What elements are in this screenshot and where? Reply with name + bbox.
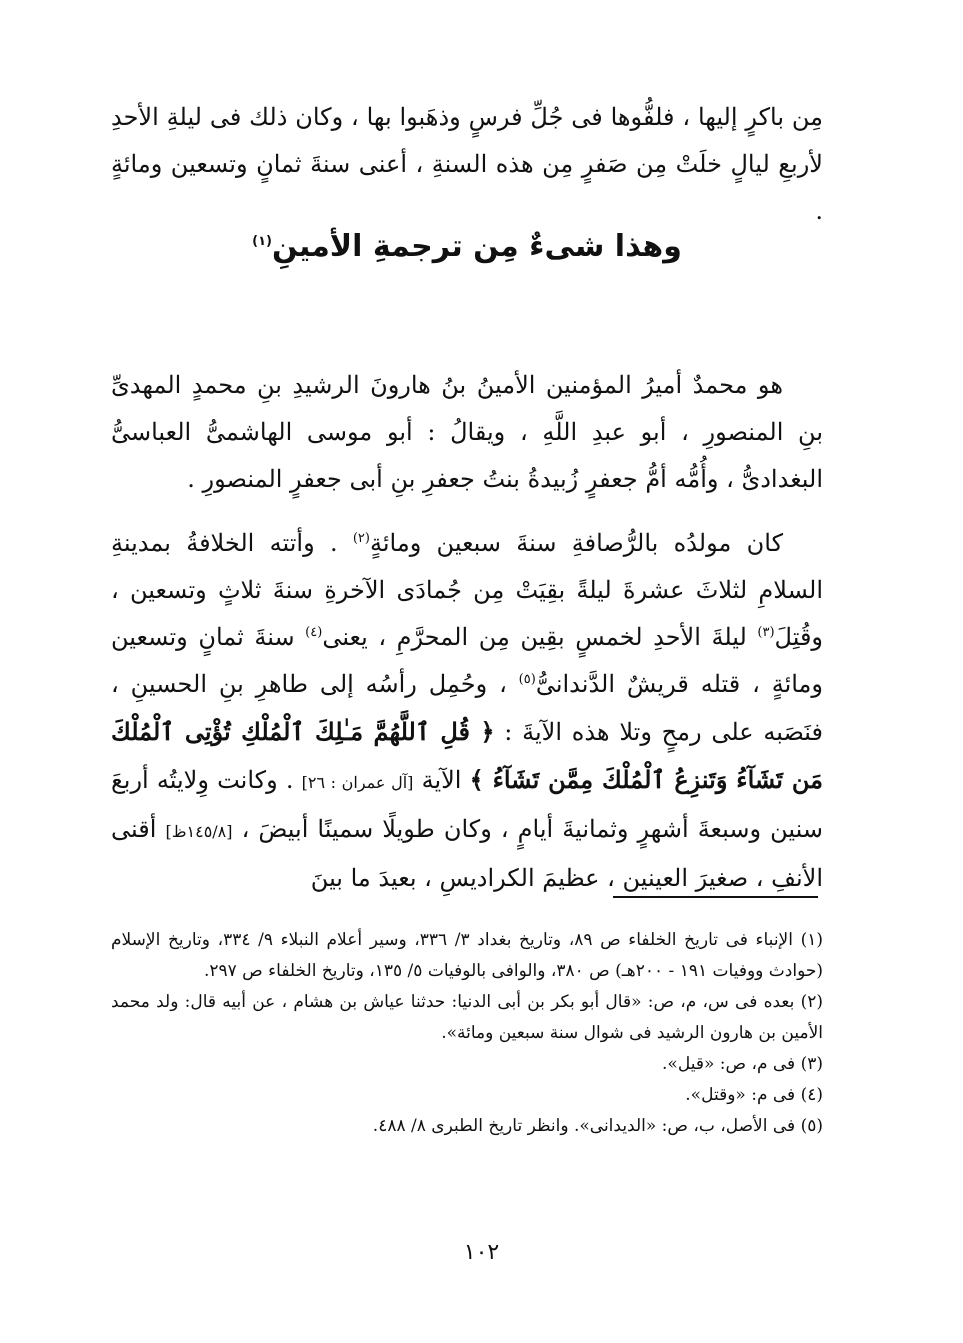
footnote-4: (٤) فى م: «وقتل». (685, 1085, 823, 1105)
footnote-1: (١) الإنباء فى تاريخ الخلفاء ص ٨٩، وتاريخ بغداد ٣/ ٣٣٦، وسير أعلام النبلاء ٩/ ٣٣٤، وتاريخ الإسلام (حوادث ووفيات ١٩١ - ٢٠٠هـ) ص ٣٨٠، والوافى بالوفيات ٥/ ١٣٥، وتاريخ الخلفاء ص ٢٩٧. (111, 930, 823, 981)
bio-sentence-caliphate: . وأتته الخلافةُ بمدينةِ السلامِ لثلاثَ عشرةَ ليلةً بقِيَتْ مِن جُمادَى الآخرةِ سنةَ ثلاثٍ وتسعين ، وقُتِلَ (111, 529, 824, 651)
footnote-3: (٣) فى م، ص: «قيل». (662, 1054, 823, 1074)
bio-sentence-head: ، وحُمِل رأسُه إلى طاهرِ بنِ الحسينِ ، فنَصَبه على رمحٍ وتلا هذه الآيةَ : (111, 670, 823, 746)
section-heading (111, 222, 823, 272)
footnote-5: (٥) فى الأصل، ب، ص: «الديدانى». وانظر تاريخ الطبرى ٨/ ٤٨٨. (372, 1116, 823, 1136)
page-number: ١٠٢ (463, 1240, 500, 1265)
bio-sentence-description: أقنى الأنفِ ، صغيرَ العينين ، عظيمَ الكراديسِ ، بعيدَ ما بينَ (111, 815, 823, 892)
footnote-2: (٢) بعده فى س، م، ص: «قال أبو بكر بن أبى الدنيا: حدثنا عياش بن هشام ، عن أبيه قال: ولد محمد الأمين بن هارون الرشيد فى شوال سنة سبعين ومائة». (111, 992, 823, 1043)
bio-sentence-birth: كان مولدُه بالرُّصافةِ سنةَ سبعين ومائةٍ (369, 529, 783, 557)
footnote-ref-5[interactable]: (٥) (518, 672, 536, 687)
quran-reference: [آل عمران : ٢٦] (301, 773, 414, 792)
footnotes (111, 925, 823, 1142)
footnote-divider (613, 896, 818, 898)
footnote-ref-2[interactable]: (٢) (352, 531, 370, 546)
footnote-ref-1[interactable]: (١) (252, 234, 272, 249)
bio-sentence-death: ليلةَ الأحدِ لخمسٍ بقِين مِن المحرَّمِ ، يعنى (322, 623, 758, 651)
section-heading-text: وهذا شىءٌ مِن ترجمةِ الأمينِ (271, 229, 682, 264)
footnote-ref-4[interactable]: (٤) (305, 625, 323, 640)
quran-verse: ﴿ قُلِ ٱللَّهُمَّ مَـٰلِكَ ٱلْمُلْكِ تُؤْتِى ٱلْمُلْكَ مَن تَشَآءُ وَتَنزِعُ ٱلْمُلْكَ مِمَّن تَشَآءُ ﴾ (111, 717, 823, 794)
continuation-paragraph (111, 94, 823, 235)
biography-text-1: هو محمدٌ أميرُ المؤمنين الأمينُ بنُ هارونَ الرشيدِ بنِ محمدٍ المهدىِّ بنِ المنصورِ ، أبو عبدِ اللَّهِ ، ويقالُ : أبو موسى الهاشمىُّ العباسىُّ البغدادىُّ ، وأُمُّه أمُّ جعفرٍ زُبيدةُ بنتُ جعفرِ بنِ أبى جعفرٍ المنصورِ . (111, 371, 823, 493)
biography-paragraph-1 (111, 362, 823, 503)
footnote-ref-3[interactable]: (٣) (757, 625, 775, 640)
biography-paragraph-2 (111, 520, 823, 902)
manuscript-reference: [١٤٥/٨ظ] (165, 822, 233, 841)
continuation-text: مِن باكرٍ إليها ، فلفُّوها فى جُلِّ فرسٍ وذهَبوا بها ، وكان ذلك فى ليلةِ الأحدِ لأربعِ ليالٍ خلَتْ مِن صَفرٍ مِن هذه السنةِ ، أعنى سنةَ ثمانٍ وتسعين ومائةٍ . (111, 103, 823, 225)
bio-sentence-year: سنةَ ثمانٍ وتسعين ومائةٍ ، قتله قريشٌ الدَّندانىُّ (111, 623, 824, 698)
bio-aya-word: الآية (413, 766, 470, 794)
bio-sentence-reign: . وكانت وِلايتُه أربعَ سنين وسبعةَ أشهرٍ وثمانيةَ أيامٍ ، وكان طويلًا سمينًا أبيضَ ، (111, 766, 824, 843)
